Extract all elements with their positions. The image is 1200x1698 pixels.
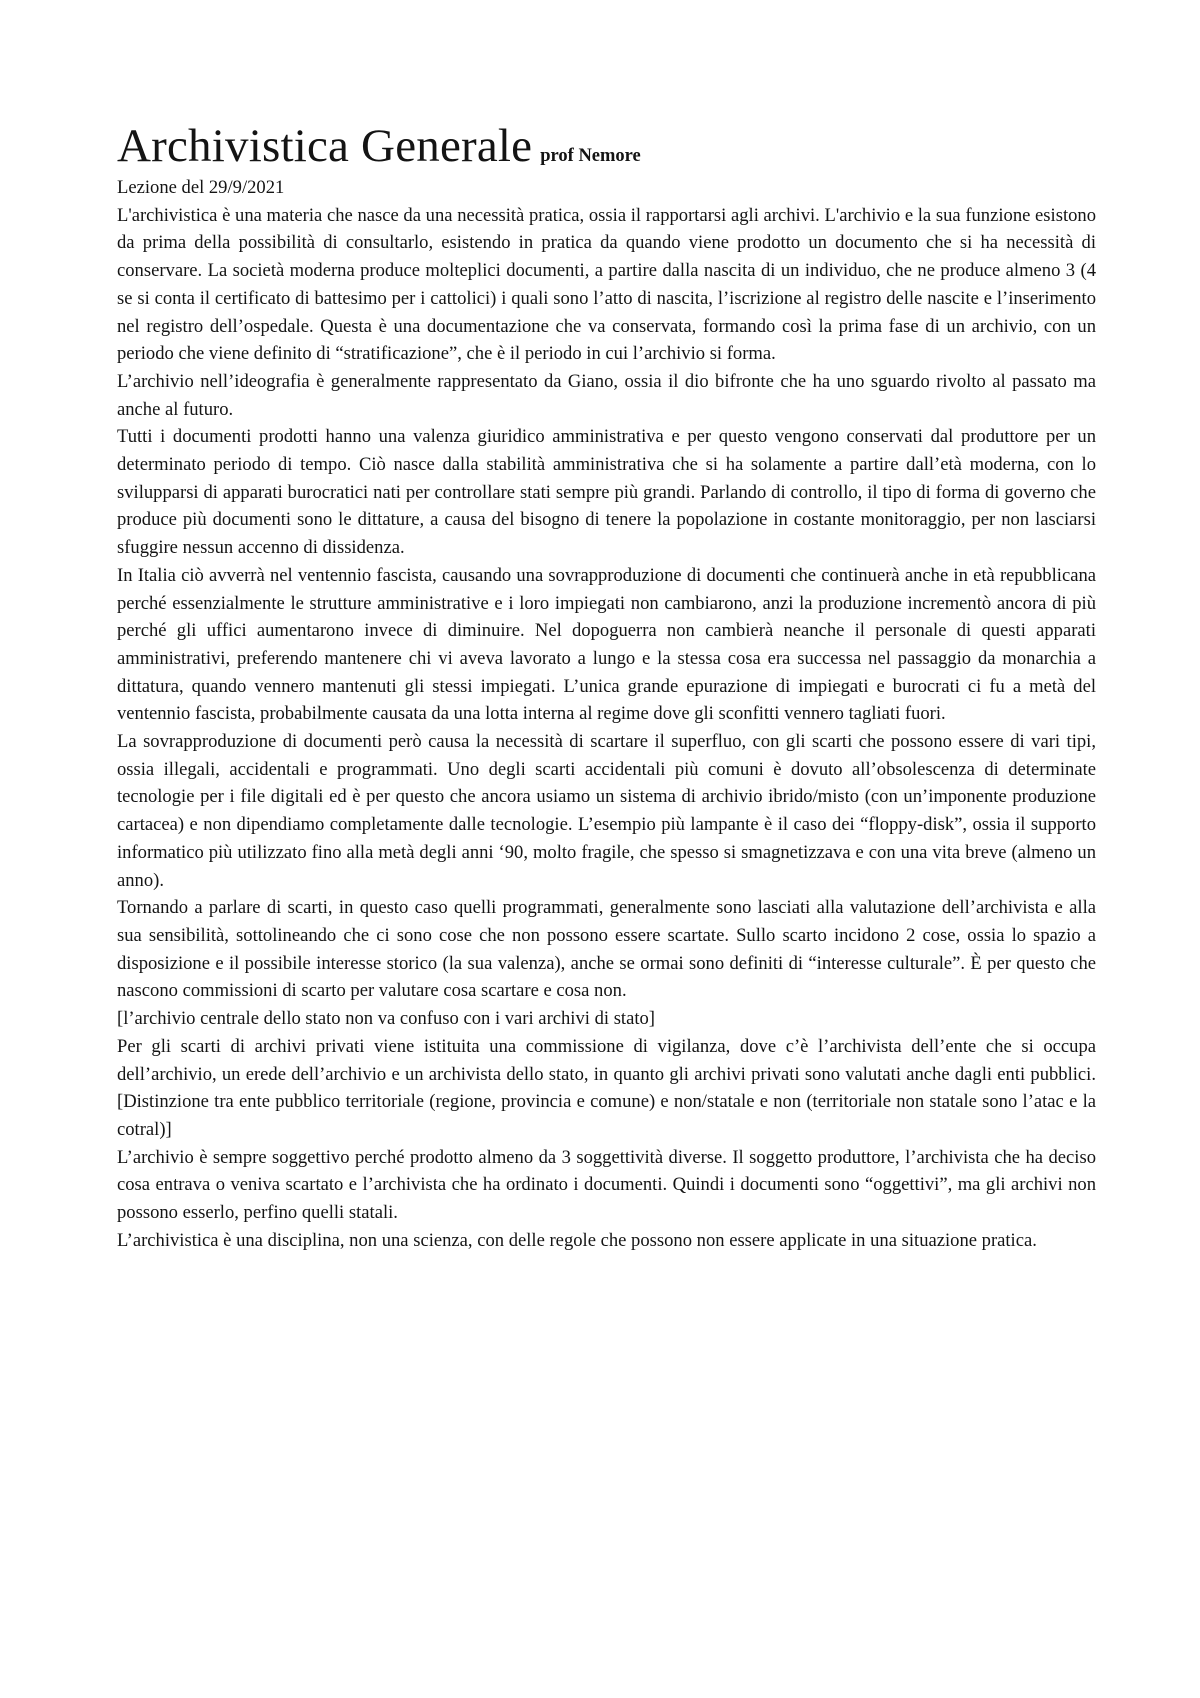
document-title: Archivistica Generale bbox=[117, 120, 533, 172]
lesson-date: Lezione del 29/9/2021 bbox=[117, 177, 285, 198]
paragraph-1: L'archivistica è una materia che nasce da una necessità pratica, ossia il rapportarsi agli archivi. L'archivio e la sua funzione esistono da prima della possibilità di consultarlo, esistendo in pratica da quando viene prodotto un documento che si ha necessità di conservare. La società moderna produce molteplici documenti, a partire dalla nascita di un individuo, che ne produce almeno 3 (4 se si conta il certificato di battesimo per i cattolici) i quali sono l’atto di nascita, l’iscrizione al registro delle nascite e l’inserimento nel registro dell’ospedale. Questa è una documentazione che va conservata, formando così la prima fase di un archivio, con un periodo che viene definito di “stratificazione”, che è il periodo in cui l’archivio si forma. bbox=[117, 204, 1096, 365]
paragraph-9: L’archivio è sempre soggettivo perché prodotto almeno da 3 soggettività diverse. Il soggetto produttore, l’archivista che ha deciso cosa entrava o veniva scartato e l’archivista che ha ordinato i documenti. Quindi i documenti sono “oggettivi”, ma gli archivi non possono esserlo, perfino quelli statali. bbox=[117, 1146, 1096, 1224]
paragraph-10: L’archivistica è una disciplina, non una scienza, con delle regole che possono non essere applicate in una situazione pratica. bbox=[117, 1229, 1037, 1251]
paragraph-8: Per gli scarti di archivi privati viene istituita una commissione di vigilanza, dove c’è l’archivista dell’ente che si occupa dell’archivio, un erede dell’archivio e un archivista dello stato, in quanto gli archivi privati sono valutati anche dagli enti pubblici. [Distinzione tra ente pubblico territoriale (regione, provincia e comune) e non/statale e non (territoriale non statale sono l’atac e la cotral)] bbox=[117, 1035, 1096, 1140]
paragraph-4: In Italia ciò avverrà nel ventennio fascista, causando una sovrapproduzione di documenti che continuerà anche in età repubblicana perché essenzialmente le strutture amministrative e i loro impiegati non cambiarono, anzi la produzione incrementò ancora di più perché gli uffici aumentarono invece di diminuire. Nel dopoguerra non cambierà neanche il personale di questi apparati amministrativi, preferendo mantenere chi vi aveva lavorato a lungo e la stessa cosa era successa nel passaggio da monarchia a dittatura, quando vennero mantenuti gli stessi impiegati. L’unica grande epurazione di impiegati e burocrati ci fu a metà del ventennio fascista, probabilmente causata da una lotta interna al regime dove gli sconfitti vennero tagliati fuori. bbox=[117, 564, 1096, 725]
paragraph-2: L’archivio nell’ideografia è generalmente rappresentato da Giano, ossia il dio bifronte che ha uno sguardo rivolto al passato ma anche al futuro. bbox=[117, 370, 1096, 420]
document-body bbox=[117, 174, 1096, 1254]
document-subtitle: prof Nemore bbox=[540, 146, 641, 166]
paragraph-3: Tutti i documenti prodotti hanno una valenza giuridico amministrativa e per questo vengono conservati dal produttore per un determinato periodo di tempo. Ciò nasce dalla stabilità amministrativa che si ha solamente a partire dall’età moderna, con lo svilupparsi di apparati burocratici nati per controllare stati sempre più grandi. Parlando di controllo, il tipo di forma di governo che produce più documenti sono le dittature, a causa del bisogno di tenere la popolazione in costante monitoraggio, per non lasciarsi sfuggire nessun accenno di dissidenza. bbox=[117, 426, 1096, 559]
document-page bbox=[117, 118, 1096, 1254]
paragraph-5: La sovrapproduzione di documenti però causa la necessità di scartare il superfluo, con gli scarti che possono essere di vari tipi, ossia illegali, accidentali e programmati. Uno degli scarti accidentali più comuni è dovuto all’obsolescenza di determinate tecnologie per i file digitali ed è per questo che ancora usiamo un sistema di archivio ibrido/misto (con un’imponente produzione cartacea) e non dipendiamo completamente dalle tecnologie. L’esempio più lampante è il caso dei “floppy-disk”, ossia il supporto informatico più utilizzato fino alla metà degli anni ‘90, molto fragile, che spesso si smagnetizzava e con una vita breve (almeno un anno). bbox=[117, 731, 1096, 891]
paragraph-6: Tornando a parlare di scarti, in questo caso quelli programmati, generalmente sono lasciati alla valutazione dell’archivista e alla sua sensibilità, sottolineando che ci sono cose che non possono essere scartate. Sullo scarto incidono 2 cose, ossia lo spazio a disposizione e il possibile interesse storico (la sua valenza), anche se ormai sono definiti di “interesse culturale”. È per questo che nascono commissioni di scarto per valutare cosa scartare e cosa non. bbox=[117, 897, 1096, 1002]
document-title-line bbox=[117, 118, 1096, 174]
paragraph-7: [l’archivio centrale dello stato non va confuso con i vari archivi di stato] bbox=[117, 1008, 656, 1030]
